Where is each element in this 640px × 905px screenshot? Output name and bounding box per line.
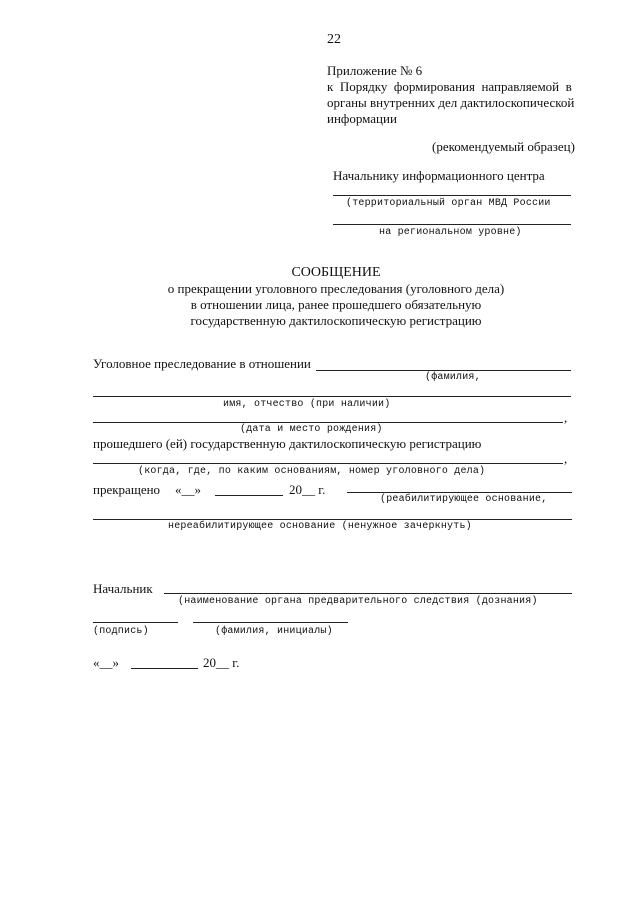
chief-label: Начальник bbox=[93, 581, 153, 596]
nonrehab-hint: нереабилитирующее основание (ненужное зачеркнуть) bbox=[168, 521, 472, 532]
birth-hint: (дата и место рождения) bbox=[240, 424, 383, 435]
case-comma: , bbox=[564, 451, 568, 466]
appendix-line-3: информации bbox=[327, 111, 397, 126]
surname-hint: (фамилия, bbox=[425, 372, 481, 383]
terminated-day[interactable]: «__» bbox=[175, 482, 201, 497]
birth-line[interactable] bbox=[93, 422, 563, 423]
prosecution-label: Уголовное преследование в отношении bbox=[93, 356, 311, 371]
addressee-label: Начальнику информационного центра bbox=[333, 168, 545, 183]
signature-month-line[interactable] bbox=[131, 668, 198, 669]
addressee-hint-2: на региональном уровне) bbox=[379, 227, 522, 238]
signature-year[interactable]: 20__ г. bbox=[203, 655, 240, 670]
appendix-line-1: к Порядку формирования направляемой в bbox=[327, 79, 572, 94]
page-number: 22 bbox=[327, 32, 341, 47]
sign-hint: (подпись) bbox=[93, 626, 149, 637]
terminated-label: прекращено bbox=[93, 482, 161, 497]
addressee-line-2[interactable] bbox=[333, 224, 571, 225]
rehab-hint: (реабилитирующее основание, bbox=[380, 494, 548, 505]
appendix-title: Приложение № 6 bbox=[327, 63, 423, 78]
surname-line[interactable] bbox=[316, 370, 571, 371]
appendix-line-2: органы внутренних дел дактилоскопической bbox=[327, 95, 575, 110]
name-line[interactable] bbox=[93, 396, 571, 397]
registered-text: прошедшего (ей) государственную дактилоскопическую регистрацию bbox=[93, 436, 482, 451]
addressee-line-1[interactable] bbox=[333, 195, 571, 196]
signer-name-hint: (фамилия, инициалы) bbox=[215, 626, 333, 637]
document-subtitle-2: в отношении лица, ранее прошедшего обязательную bbox=[190, 297, 482, 312]
terminated-year[interactable]: 20__ г. bbox=[289, 482, 326, 497]
sign-line[interactable] bbox=[93, 622, 178, 623]
addressee-hint-1: (территориальный орган МВД России bbox=[346, 198, 551, 209]
document-subtitle-1: о прекращении уголовного преследования (уголовного дела) bbox=[167, 281, 505, 296]
case-line[interactable] bbox=[93, 463, 563, 464]
case-hint: (когда, где, по каким основаниям, номер уголовного дела) bbox=[138, 466, 486, 477]
org-line[interactable] bbox=[164, 593, 572, 594]
nonrehab-line[interactable] bbox=[93, 519, 572, 520]
signer-name-line[interactable] bbox=[193, 622, 348, 623]
birth-comma: , bbox=[564, 410, 568, 425]
sample-note: (рекомендуемый образец) bbox=[432, 139, 575, 154]
org-hint: (наименование органа предварительного следствия (дознания) bbox=[178, 596, 538, 607]
signature-day[interactable]: «__» bbox=[93, 655, 119, 670]
terminated-month-line[interactable] bbox=[215, 495, 283, 496]
document-title: СООБЩЕНИЕ bbox=[291, 265, 381, 280]
name-hint: имя, отчество (при наличии) bbox=[223, 399, 391, 410]
rehab-line[interactable] bbox=[347, 492, 572, 493]
document-subtitle-3: государственную дактилоскопическую регистрацию bbox=[190, 313, 482, 328]
